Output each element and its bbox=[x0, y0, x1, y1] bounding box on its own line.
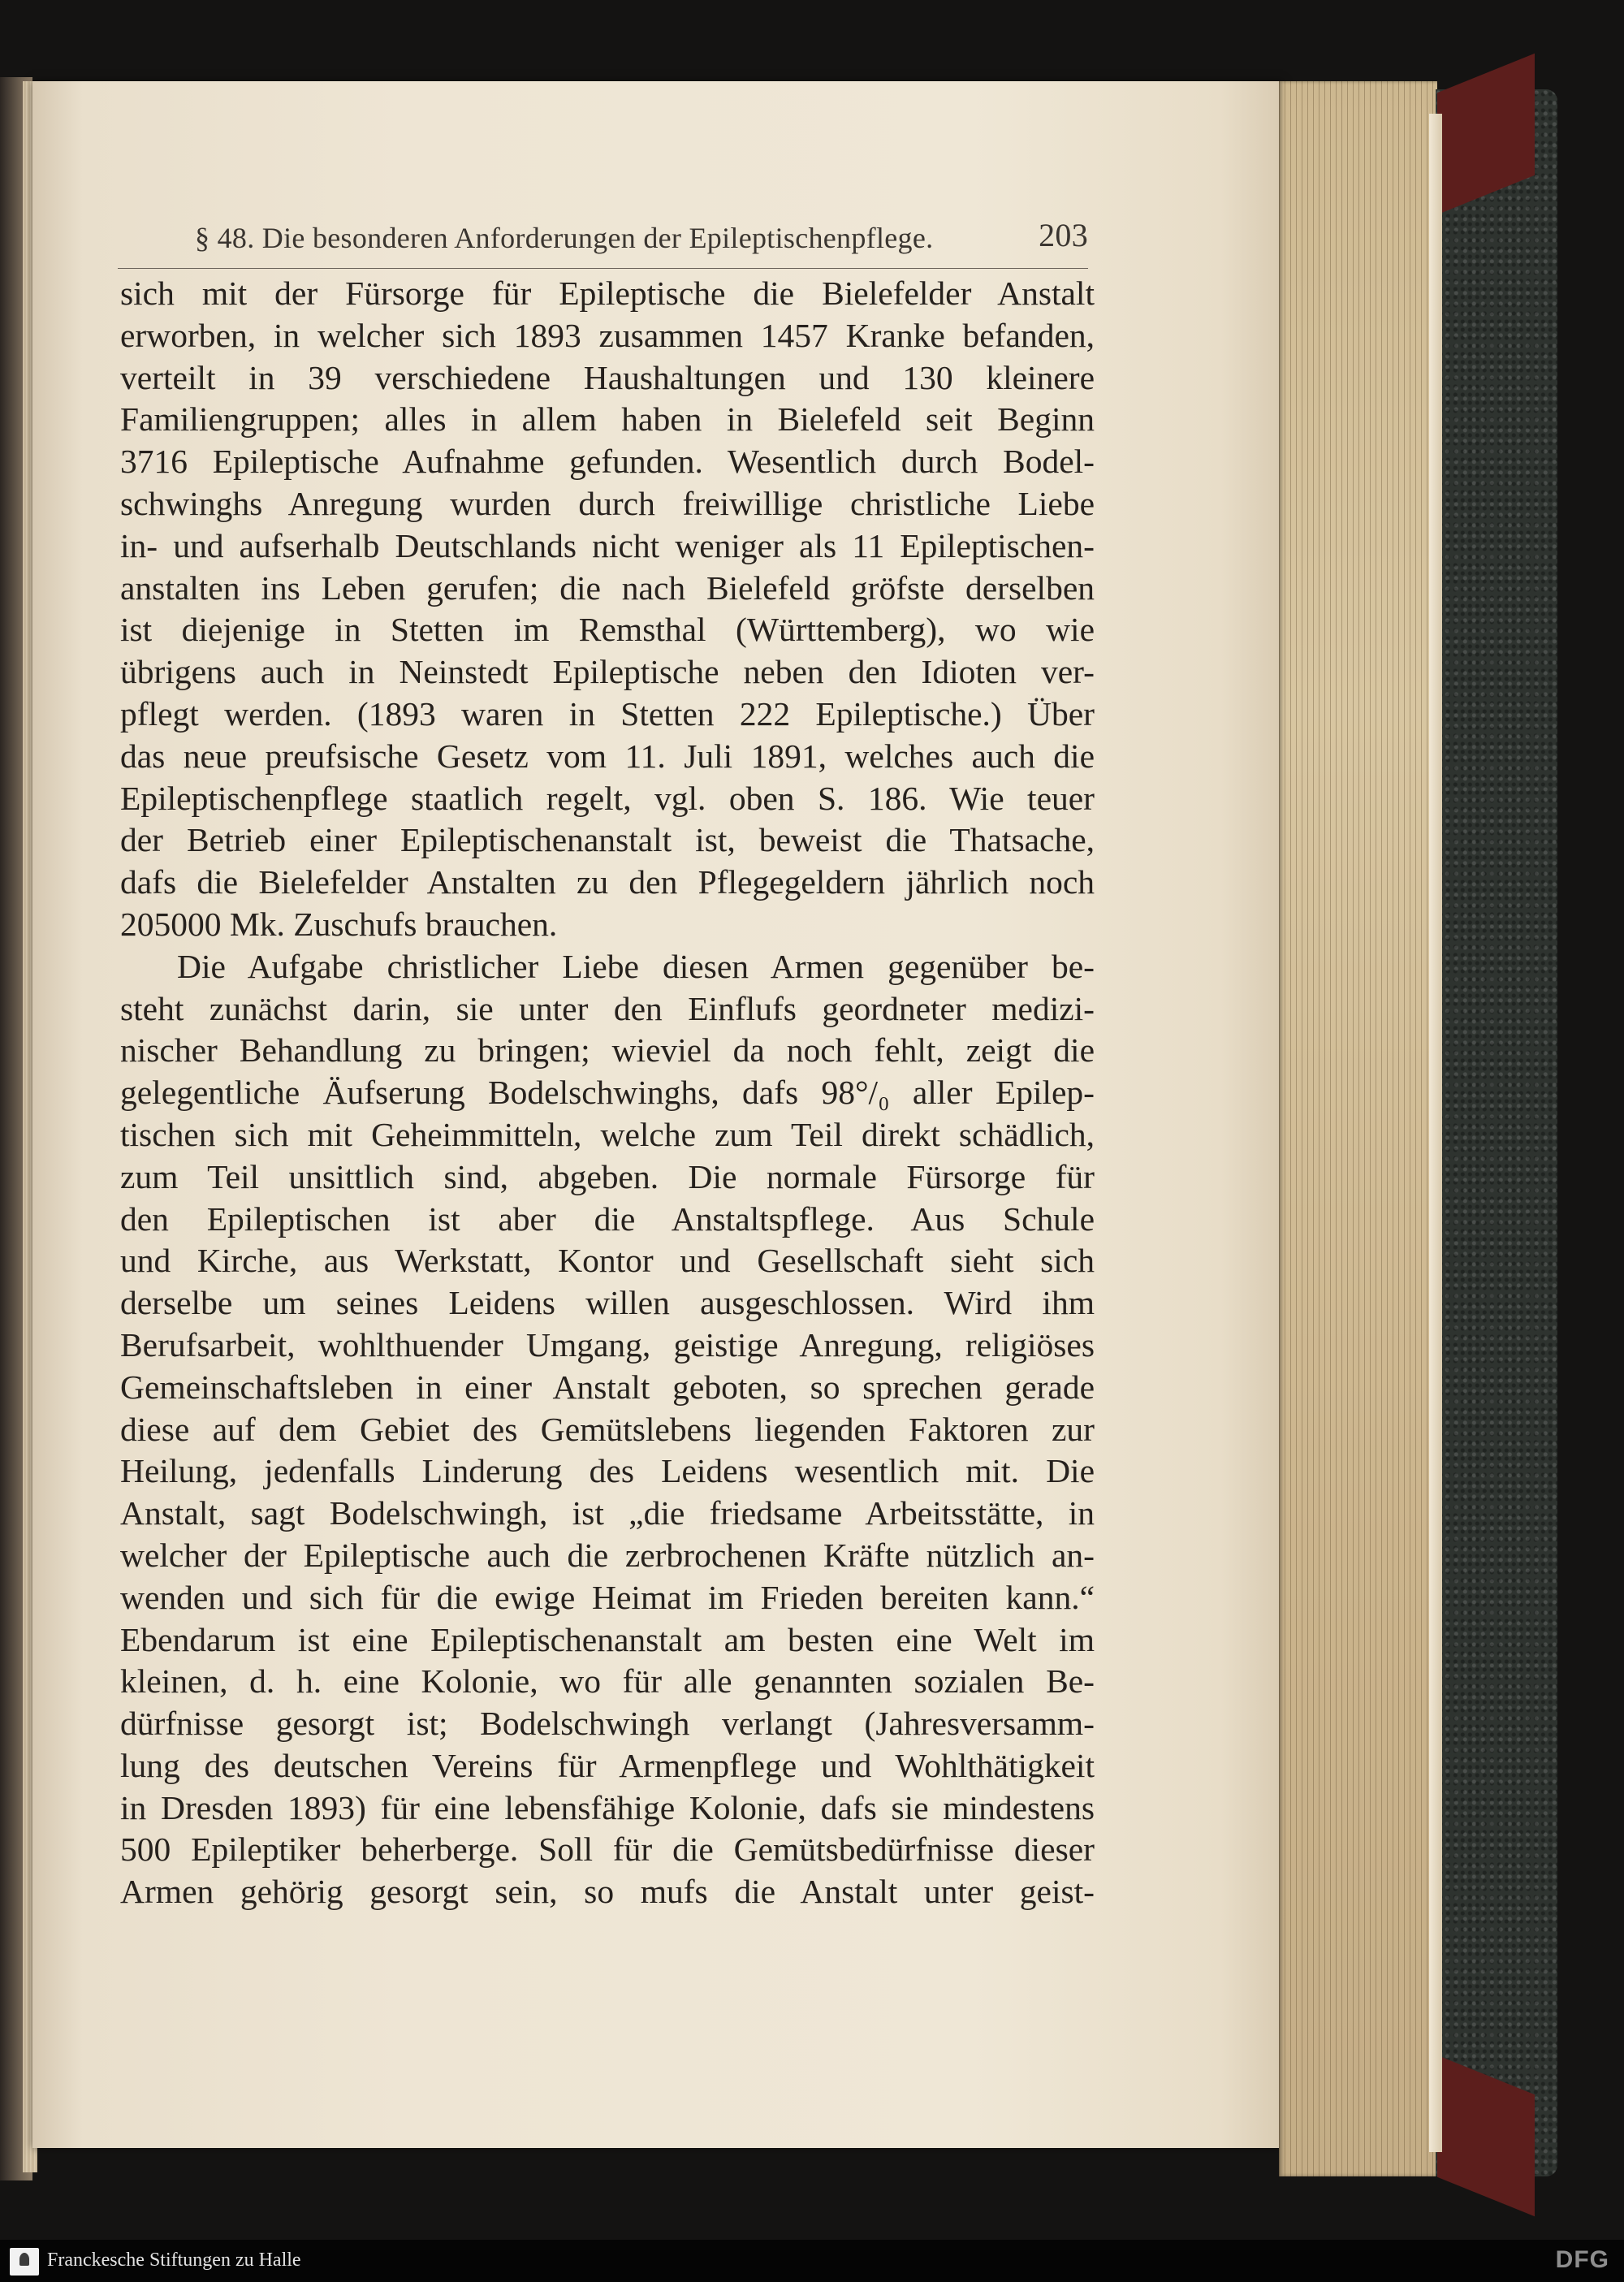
text-line: verteilt in 39 verschiedene Haushaltungen und 130 kleinere bbox=[120, 358, 1095, 396]
text-line: diese auf dem Gebiet des Gemütslebens liegenden Faktoren zur bbox=[120, 1410, 1095, 1448]
text-line: sich mit der Fürsorge für Epileptische die Bielefelder Anstalt bbox=[120, 274, 1095, 312]
text-line: steht zunächst darin, sie unter den Einflufs geordneter medizi- bbox=[120, 989, 1095, 1027]
text-line: derselbe um seines Leidens willen ausgeschlossen. Wird ihm bbox=[120, 1284, 1095, 1322]
text-line: dafs die Bielefelder Anstalten zu den Pflegegeldern jährlich noch bbox=[120, 863, 1095, 901]
footer-institution: Franckesche Stiftungen zu Halle bbox=[47, 2250, 301, 2271]
page-number: 203 bbox=[1039, 217, 1088, 253]
text-line: welcher der Epileptische auch die zerbrochenen Kräfte nützlich an- bbox=[120, 1536, 1095, 1574]
back-cover-board bbox=[1436, 89, 1557, 2176]
text-line: Heilung, jedenfalls Linderung des Leidens wesentlich mit. Die bbox=[120, 1452, 1095, 1490]
text-line: tischen sich mit Geheimmitteln, welche zum Teil direkt schädlich, bbox=[120, 1115, 1095, 1153]
text-line: und Kirche, aus Werkstatt, Kontor und Gesellschaft sieht sich bbox=[120, 1242, 1095, 1280]
text-line: Ebendarum ist eine Epileptischenanstalt am besten eine Welt im bbox=[120, 1620, 1095, 1658]
endpaper-strip bbox=[1429, 114, 1442, 2152]
page-stack-edges bbox=[1279, 81, 1437, 2176]
running-header-title: § 48. Die besonderen Anforderungen der Epileptischenpflege. bbox=[195, 222, 934, 254]
text-line: dürfnisse gesorgt ist; Bodelschwingh verlangt (Jahresversamm- bbox=[120, 1705, 1095, 1743]
text-line: übrigens auch in Neinstedt Epileptische neben den Idioten ver- bbox=[120, 653, 1095, 691]
text-line: Epileptischenpflege staatlich regelt, vgl. oben S. 186. Wie teuer bbox=[120, 779, 1095, 817]
text-line: kleinen, d. h. eine Kolonie, wo für alle genannten sozialen Be- bbox=[120, 1662, 1095, 1701]
running-header bbox=[118, 217, 1088, 257]
text-line: anstalten ins Leben gerufen; die nach Bielefeld gröfste derselben bbox=[120, 568, 1095, 607]
text-line: gelegentliche Äufserung Bodelschwinghs, dafs 98°/₀ aller Epilep- bbox=[120, 1074, 1095, 1112]
text-line: 500 Epileptiker beherberge. Soll für die Gemütsbedürfnisse dieser bbox=[120, 1830, 1095, 1869]
text-line: in- und aufserhalb Deutschlands nicht weniger als 11 Epileptischen- bbox=[120, 526, 1095, 564]
institution-logo-icon bbox=[10, 2248, 39, 2276]
text-line: das neue preufsische Gesetz vom 11. Juli 1891, welches auch die bbox=[120, 737, 1095, 775]
text-line: 205000 Mk. Zuschufs brauchen. bbox=[120, 905, 558, 943]
text-line: Berufsarbeit, wohlthuender Umgang, geistige Anregung, religiöses bbox=[120, 1325, 1095, 1364]
text-line: Familiengruppen; alles in allem haben in Bielefeld seit Beginn bbox=[120, 400, 1095, 439]
body-text bbox=[120, 273, 1095, 1913]
text-line: Armen gehörig gesorgt sein, so mufs die Anstalt unter geist- bbox=[120, 1873, 1095, 1911]
footer-dfg-logo: DFG bbox=[1555, 2246, 1609, 2273]
text-line: 3716 Epileptische Aufnahme gefunden. Wesentlich durch Bodel- bbox=[120, 443, 1095, 481]
text-line: nischer Behandlung zu bringen; wieviel da noch fehlt, zeigt die bbox=[120, 1031, 1095, 1070]
text-line: erworben, in welcher sich 1893 zusammen 1457 Kranke befanden, bbox=[120, 316, 1095, 354]
text-line: den Epileptischen ist aber die Anstaltspflege. Aus Schule bbox=[120, 1199, 1095, 1238]
text-line: Gemeinschaftsleben in einer Anstalt geboten, so sprechen gerade bbox=[120, 1368, 1095, 1406]
text-line: in Dresden 1893) für eine lebensfähige Kolonie, dafs sie mindestens bbox=[120, 1788, 1095, 1826]
text-line: der Betrieb einer Epileptischenanstalt ist, beweist die Thatsache, bbox=[120, 821, 1095, 859]
text-line: Die Aufgabe christlicher Liebe diesen Armen gegenüber be- bbox=[177, 947, 1095, 985]
header-rule bbox=[118, 268, 1088, 269]
text-line: zum Teil unsittlich sind, abgeben. Die normale Fürsorge für bbox=[120, 1157, 1095, 1195]
text-line: schwinghs Anregung wurden durch freiwillige christliche Liebe bbox=[120, 484, 1095, 522]
text-line: wenden und sich für die ewige Heimat im Frieden bereiten kann.“ bbox=[120, 1578, 1095, 1616]
text-line: lung des deutschen Vereins für Armenpflege und Wohlthätigkeit bbox=[120, 1746, 1095, 1784]
text-line: Anstalt, sagt Bodelschwingh, ist „die friedsame Arbeitsstätte, in bbox=[120, 1494, 1095, 1532]
text-line: pflegt werden. (1893 waren in Stetten 222 Epileptische.) Über bbox=[120, 694, 1095, 733]
text-line: ist diejenige in Stetten im Remsthal (Württemberg), wo wie bbox=[120, 611, 1095, 649]
